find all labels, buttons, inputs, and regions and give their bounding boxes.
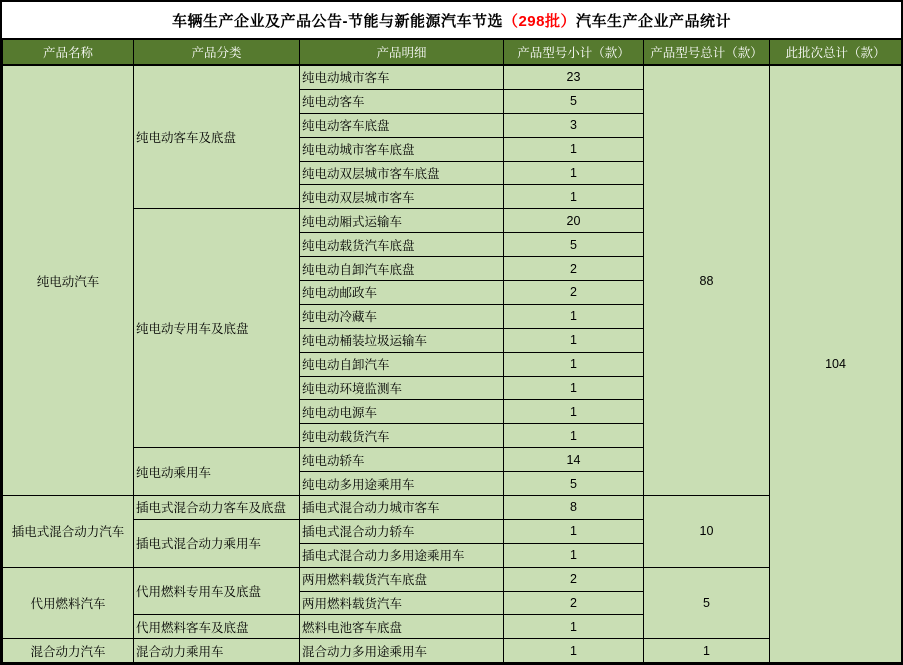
col-header-product-detail: 产品明细	[300, 39, 504, 65]
header-row	[3, 39, 902, 65]
subtotal-cell: 1	[504, 400, 644, 424]
detail-cell: 纯电动载货汽车	[300, 424, 504, 448]
detail-cell: 纯电动城市客车	[300, 65, 504, 89]
subtotal-cell: 5	[504, 472, 644, 496]
subtotal-cell: 20	[504, 209, 644, 233]
stats-table	[2, 38, 902, 663]
col-header-model-subtotal: 产品型号小计（款）	[504, 39, 644, 65]
col-header-product-name: 产品名称	[3, 39, 134, 65]
subtotal-cell: 23	[504, 65, 644, 89]
page-title	[2, 2, 901, 38]
subtotal-cell: 1	[504, 328, 644, 352]
subtotal-cell: 14	[504, 448, 644, 472]
detail-cell: 纯电动邮政车	[300, 281, 504, 305]
detail-cell: 两用燃料载货汽车底盘	[300, 567, 504, 591]
subtotal-cell: 1	[504, 615, 644, 639]
table-row	[3, 639, 902, 663]
subtotal-cell: 5	[504, 233, 644, 257]
type-total-cell: 88	[644, 65, 770, 496]
table-row	[3, 567, 902, 591]
detail-cell: 纯电动双层城市客车	[300, 185, 504, 209]
detail-cell: 纯电动自卸汽车	[300, 352, 504, 376]
title-batch-highlight: （298批）	[502, 12, 576, 30]
subtotal-cell: 1	[504, 639, 644, 663]
subtotal-cell: 2	[504, 591, 644, 615]
detail-cell: 纯电动厢式运输车	[300, 209, 504, 233]
detail-cell: 纯电动冷藏车	[300, 304, 504, 328]
detail-cell: 插电式混合动力城市客车	[300, 496, 504, 520]
title-prefix: 车辆生产企业及产品公告-节能与新能源汽车节选	[171, 12, 503, 30]
subtotal-cell: 1	[504, 161, 644, 185]
table-row	[3, 496, 902, 520]
subtotal-cell: 2	[504, 257, 644, 281]
detail-cell: 混合动力多用途乘用车	[300, 639, 504, 663]
subtotal-cell: 1	[504, 519, 644, 543]
col-header-batch-total: 此批次总计（款）	[770, 39, 902, 65]
detail-cell: 纯电动客车	[300, 89, 504, 113]
batch-total-cell: 104	[770, 65, 902, 663]
detail-cell: 纯电动电源车	[300, 400, 504, 424]
detail-cell: 纯电动桶装垃圾运输车	[300, 328, 504, 352]
subtotal-cell: 1	[504, 304, 644, 328]
product-name-cell: 代用燃料汽车	[3, 567, 134, 639]
category-cell: 代用燃料专用车及底盘	[134, 567, 300, 615]
detail-cell: 纯电动环境监测车	[300, 376, 504, 400]
detail-cell: 纯电动多用途乘用车	[300, 472, 504, 496]
detail-cell: 插电式混合动力轿车	[300, 519, 504, 543]
detail-cell: 两用燃料载货汽车	[300, 591, 504, 615]
subtotal-cell: 1	[504, 352, 644, 376]
subtotal-cell: 1	[504, 137, 644, 161]
type-total-cell: 5	[644, 567, 770, 639]
detail-cell: 纯电动双层城市客车底盘	[300, 161, 504, 185]
product-name-cell: 纯电动汽车	[3, 65, 134, 496]
col-header-model-total: 产品型号总计（款）	[644, 39, 770, 65]
detail-cell: 燃料电池客车底盘	[300, 615, 504, 639]
subtotal-cell: 8	[504, 496, 644, 520]
detail-cell: 插电式混合动力多用途乘用车	[300, 543, 504, 567]
product-name-cell: 插电式混合动力汽车	[3, 496, 134, 568]
category-cell: 纯电动乘用车	[134, 448, 300, 496]
subtotal-cell: 2	[504, 281, 644, 305]
subtotal-cell: 1	[504, 543, 644, 567]
col-header-product-category: 产品分类	[134, 39, 300, 65]
category-cell: 插电式混合动力客车及底盘	[134, 496, 300, 520]
category-cell: 纯电动客车及底盘	[134, 65, 300, 209]
subtotal-cell: 1	[504, 185, 644, 209]
detail-cell: 纯电动载货汽车底盘	[300, 233, 504, 257]
subtotal-cell: 2	[504, 567, 644, 591]
product-name-cell: 混合动力汽车	[3, 639, 134, 663]
detail-cell: 纯电动城市客车底盘	[300, 137, 504, 161]
detail-cell: 纯电动轿车	[300, 448, 504, 472]
detail-cell: 纯电动客车底盘	[300, 113, 504, 137]
detail-cell: 纯电动自卸汽车底盘	[300, 257, 504, 281]
type-total-cell: 1	[644, 639, 770, 663]
table-row	[3, 65, 902, 89]
category-cell: 混合动力乘用车	[134, 639, 300, 663]
subtotal-cell: 5	[504, 89, 644, 113]
type-total-cell: 10	[644, 496, 770, 568]
subtotal-cell: 1	[504, 424, 644, 448]
category-cell: 插电式混合动力乘用车	[134, 519, 300, 567]
title-suffix: 汽车生产企业产品统计	[576, 12, 732, 30]
category-cell: 纯电动专用车及底盘	[134, 209, 300, 448]
subtotal-cell: 1	[504, 376, 644, 400]
category-cell: 代用燃料客车及底盘	[134, 615, 300, 639]
subtotal-cell: 3	[504, 113, 644, 137]
